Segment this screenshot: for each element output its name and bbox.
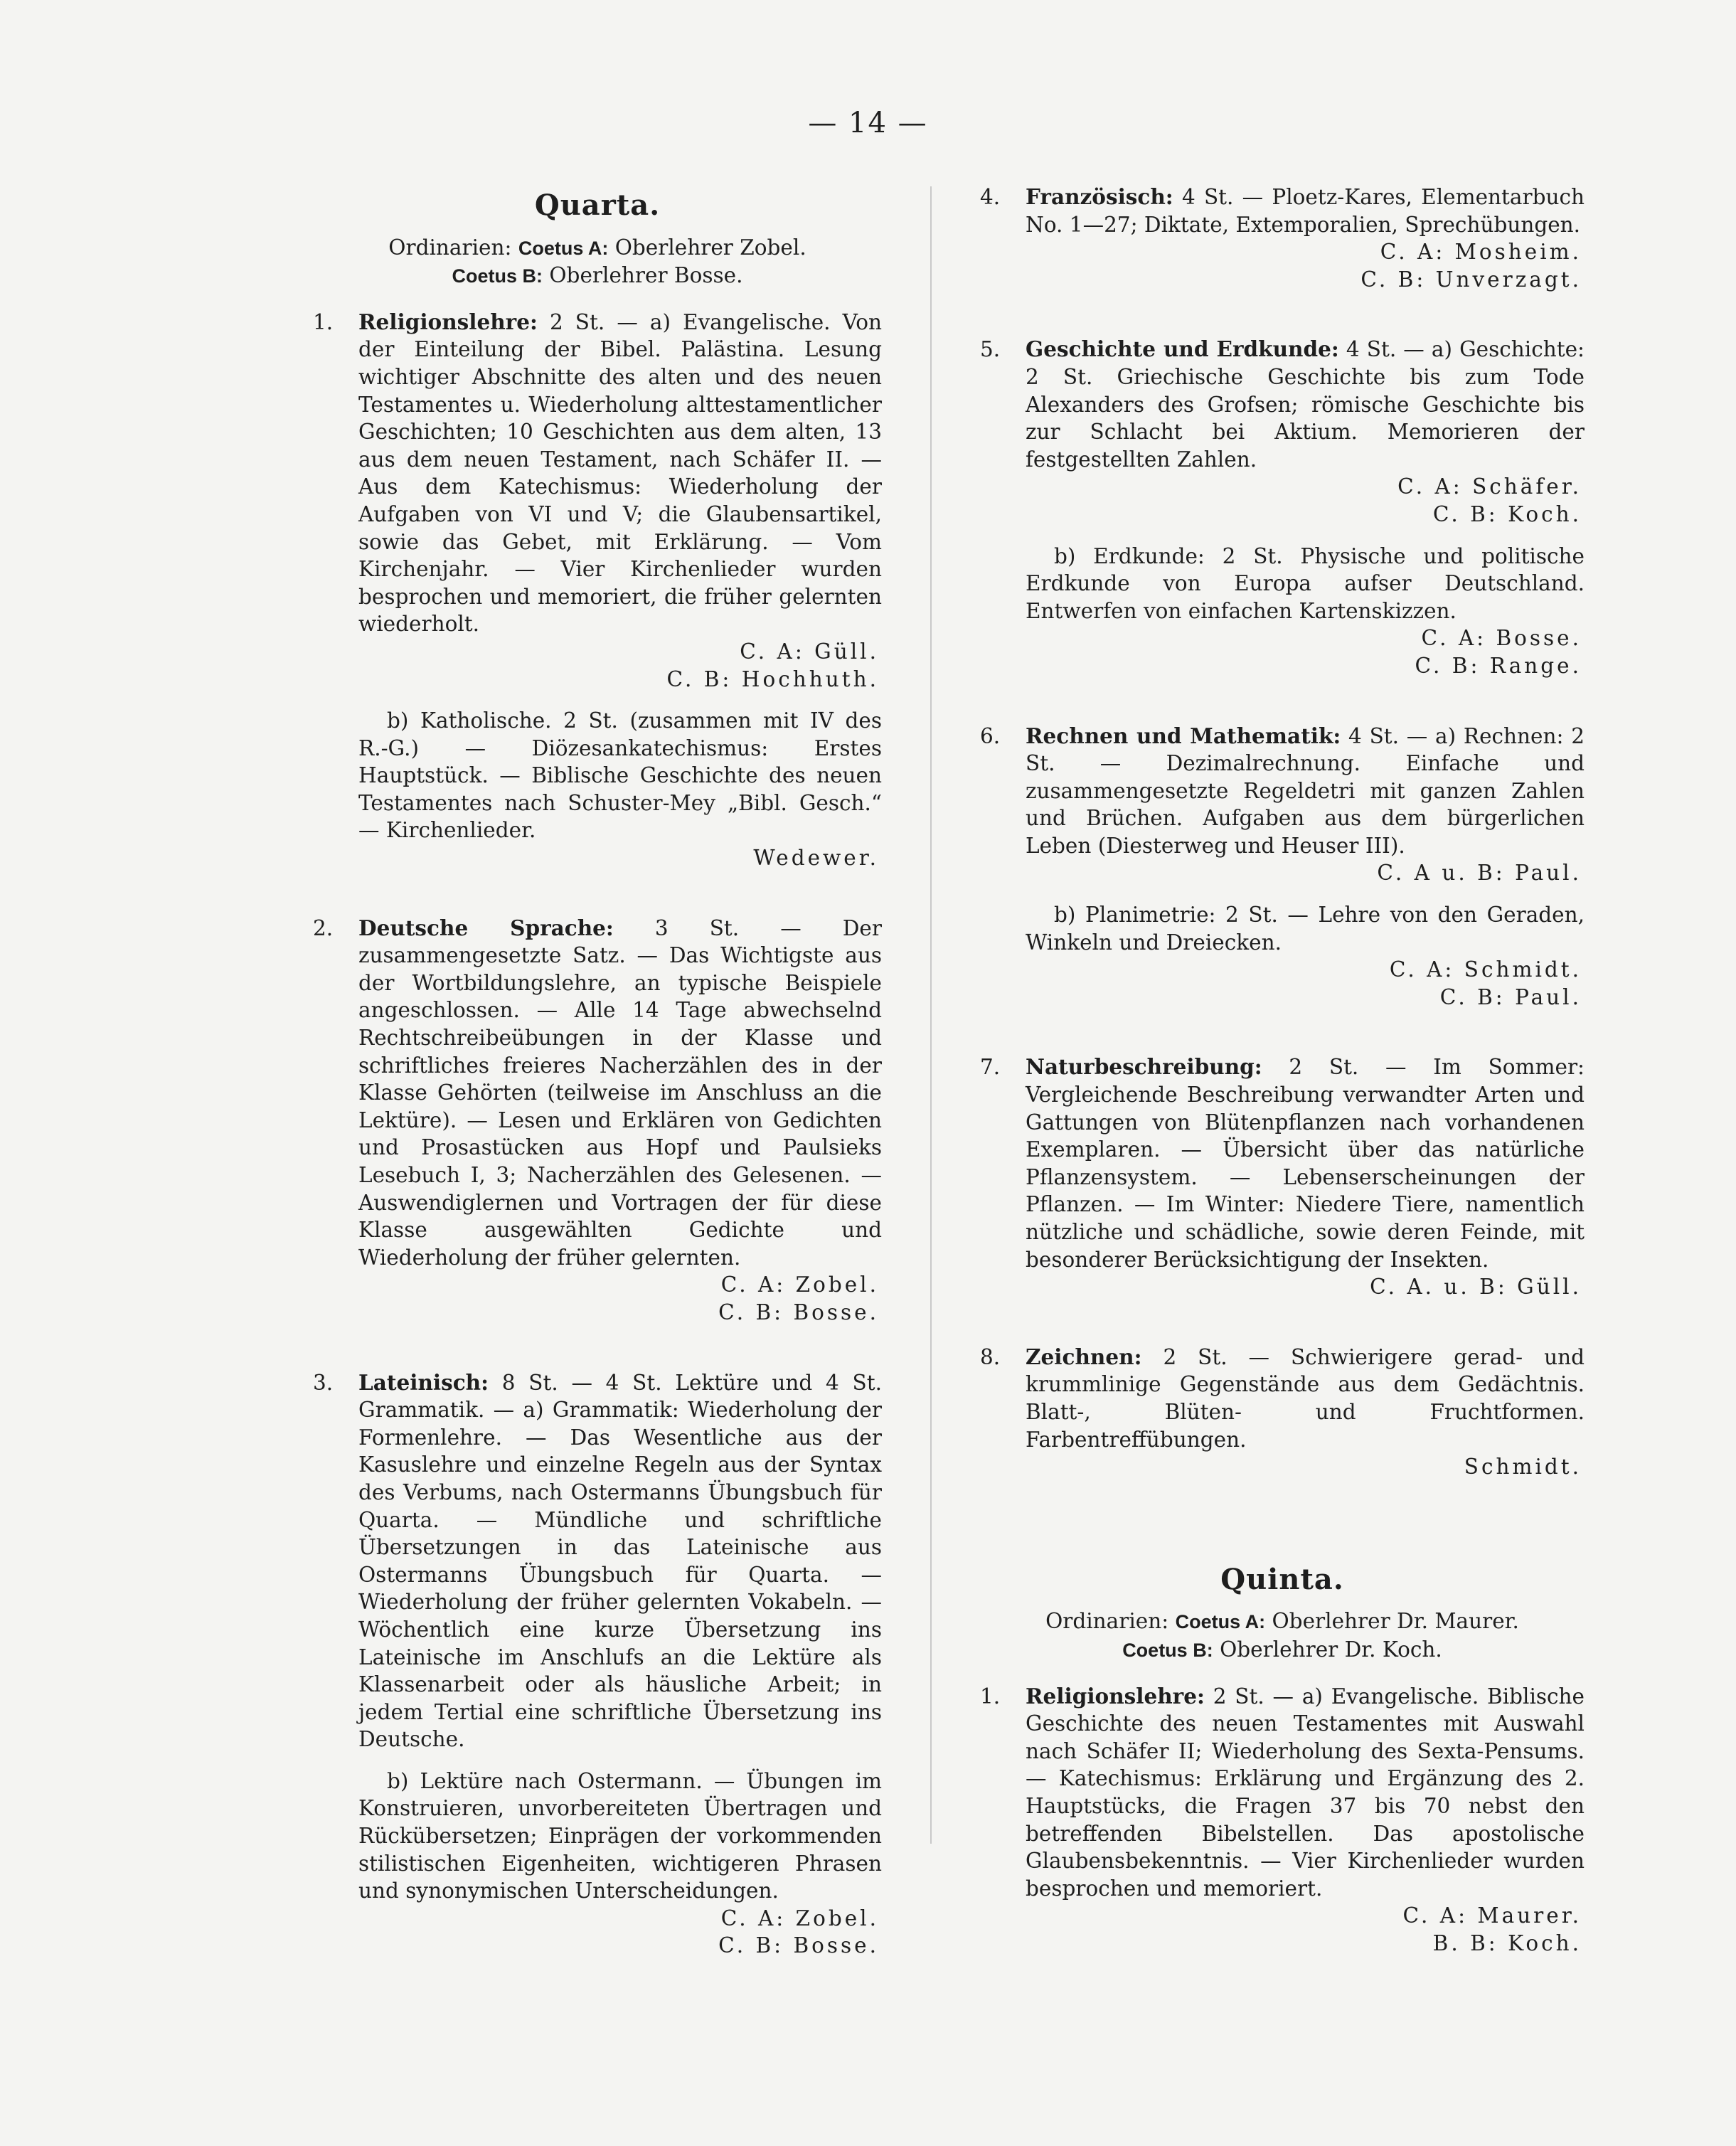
subsection-text: b) Planimetrie: 2 St. — Lehre von den Geraden, Winkeln und Dreiecken. — [1026, 903, 1585, 955]
teacher-b: C. B: Unverzagt. — [1360, 267, 1582, 292]
teacher-a: C. A: Zobel. — [720, 1906, 879, 1930]
subject-item — [980, 1683, 1585, 1903]
subject-text: 2 St. — Schwierigere gerad- und krummlinige Gegenstände aus dem Gedächtnis. Blatt-, Blüten- und Fruchtformen. Farbentreffübungen. — [1026, 1344, 1585, 1452]
teacher-a: C. A: Mosheim. — [1380, 240, 1582, 265]
subject-subsection — [1026, 543, 1585, 625]
subject-text: 2 St. — a) Evangelische. Biblische Geschichte des neuen Testamentes mit Auswahl nach Schäfer II; Wiederholung des Sexta-Pensums. — Katechismus: Erklärung und Ergänzung des 2. Hauptstücks, die Fragen 37 bis 70 nebst den betreffenden Bibelstellen. Das apostolische Glaubensbekenntnis. — Vier Kirchenlieder wurden besprochen und memoriert. — [1026, 1684, 1585, 1901]
teacher-a: C. A: Zobel. — [720, 1273, 879, 1297]
subsection-teacher: Wedewer. — [753, 846, 879, 871]
subject-item — [980, 1053, 1585, 1273]
ordinarien-block — [313, 234, 882, 290]
subject-name: Religionslehre: — [1026, 1683, 1205, 1709]
section-title-quinta: Quinta. — [1220, 1562, 1344, 1596]
item-number: 4. — [980, 185, 1001, 209]
subject-text: 2 St. — a) Evangelische. Von der Einteilung der Bibel. Palästina. Lesung wichtiger Abschnitte des alten und des neuen Testamentes u. Wiederholung alttestamentlicher Geschichten; 10 Geschichten aus dem alten, 13 aus dem neuen Testament, nach Schäfer II. — Aus dem Katechismus: Wiederholung der Aufgaben von VI und V; die Glaubensartikel, sowie das Gebet, mit Erklärung. — Vom Kirchenjahr. — Vier Kirchenlieder wurden besprochen und memoriert, die früher gelernten wiederholt. — [358, 309, 882, 637]
subject-text: 2 St. — Im Sommer: Vergleichende Beschreibung verwandter Arten und Gattungen von Blütenpflanzen nach vorhandenen Exemplaren. — Übersicht über das natürliche Pflanzensystem. — Lebenserscheinungen der Pflanzen. — Im Winter: Niedere Tiere, namentlich nützliche und schädliche, sowie deren Feinde, mit besonderer Berücksichtigung der Insekten. — [1026, 1055, 1585, 1272]
coetus-a-teacher: Oberlehrer Zobel. — [614, 235, 806, 260]
left-column — [313, 184, 882, 1960]
teacher-a: C. A: Maurer. — [1402, 1903, 1582, 1928]
subject-name: Zeichnen: — [1026, 1344, 1142, 1369]
subject-item — [313, 915, 882, 1272]
coetus-a-teacher: Oberlehrer Dr. Maurer. — [1272, 1609, 1519, 1634]
coetus-b-label: Coetus B: — [452, 265, 543, 287]
subject-item — [980, 723, 1585, 860]
subject-text: 4 St. — Ploetz-Kares, Elementarbuch No. 1—27; Diktate, Extemporalien, Sprechübungen. — [1026, 185, 1585, 237]
teacher-ab: C. A u. B: Paul. — [1377, 861, 1582, 886]
ordinarien-line-a — [313, 234, 882, 262]
subsection-teacher-a: C. A: Schmidt. — [1389, 957, 1582, 982]
item-number: 3. — [313, 1370, 334, 1395]
subject-subsection — [358, 707, 882, 844]
coetus-a-label: Coetus A: — [1175, 1611, 1266, 1633]
teacher: Schmidt. — [1464, 1455, 1582, 1480]
subject-item — [980, 184, 1585, 238]
subsection-teacher-a: C. A: Bosse. — [1421, 626, 1582, 651]
ordinarien-line-b — [313, 262, 882, 290]
subject-text: 8 St. — 4 St. Lektüre und 4 St. Grammatik. — a) Grammatik: Wiederholung der Formenlehre. — Das Wesentliche aus der Kasuslehre und einzelne Regeln aus der Syntax des Verbums, nach Ostermanns Übungsbuch für Quarta. — Mündliche und schriftliche Übersetzungen in das Lateinische aus Ostermanns Übungsbuch für Quarta. — Wiederholung der früher gelernten Vokabeln. — Wöchentlich eine kurze Übersetzung ins Lateinische im Anschlufs an die Lektüre als Klassenarbeit oder als häusliche Arbeit; in jedem Tertial eine schriftliche Übersetzung ins Deutsche. — [358, 1370, 882, 1752]
subsection-teacher-b: C. B: Paul. — [1439, 984, 1582, 1009]
ordinarien-label: Ordinarien: — [1045, 1609, 1169, 1634]
ordinarien-line-a — [980, 1608, 1585, 1636]
subject-text: 3 St. — Der zusammengesetzte Satz. — Das Wichtigste aus der Wortbildungslehre, an typische Beispiele angeschlossen. — Alle 14 Tage abwechselnd Rechtschreibeübungen in der Klasse und schriftliches freieres Nacherzählen des in der Klasse Gehörten (teilweise im Anschluss an die Lektüre). — Lesen und Erklären von Gedichten und Prosastücken aus Hopf und Paulsieks Lesebuch I, 3; Nacherzählen des Gelesenen. — Auswendiglernen und Vortragen der für diese Klasse ausgewählten Gedichte und Wiederholung der früher gelernten. — [358, 915, 882, 1270]
subject-name: Naturbeschreibung: — [1026, 1054, 1262, 1080]
item-number: 1. — [980, 1684, 1001, 1709]
subsection-teacher-b: C. B: Range. — [1415, 653, 1582, 678]
subject-name: Rechnen und Mathematik: — [1026, 723, 1341, 748]
subject-subsection — [1026, 901, 1585, 956]
subsection-text: b) Erdkunde: 2 St. Physische und politische Erdkunde von Europa aufser Deutschland. Entwerfen von einfachen Kartenskizzen. — [1026, 543, 1585, 623]
subsection-text: b) Lektüre nach Ostermann. — Übungen im Konstruieren, unvorbereiteten Übertragen und Rückübersetzen; Einprägen der vorkommenden stilistischen Eigenheiten, wichtigeren Phrasen und synonymischen Unterscheidungen. — [358, 1768, 882, 1903]
item-number: 6. — [980, 723, 1001, 748]
ordinarien-line-b — [980, 1636, 1585, 1664]
teacher-b: C. B: Bosse. — [718, 1933, 879, 1958]
item-number: 1. — [313, 309, 334, 334]
coetus-b-teacher: Oberlehrer Dr. Koch. — [1220, 1637, 1442, 1662]
teacher-a: C. A: Güll. — [740, 639, 879, 664]
subject-name: Lateinisch: — [358, 1369, 489, 1395]
section-title-quarta: Quarta. — [534, 188, 661, 222]
item-number: 5. — [980, 337, 1001, 362]
page-number: — 14 — — [808, 107, 928, 139]
item-number: 8. — [980, 1344, 1001, 1369]
coetus-b-teacher: Oberlehrer Bosse. — [549, 263, 743, 288]
subject-item — [313, 1369, 882, 1753]
teacher-b: C. B: Bosse. — [718, 1300, 879, 1324]
item-number: 7. — [980, 1055, 1001, 1080]
subject-item — [980, 1344, 1585, 1453]
subject-item — [980, 336, 1585, 473]
teacher-a: C. A: Schäfer. — [1397, 474, 1582, 499]
item-number: 2. — [313, 915, 334, 940]
subject-text: 4 St. — a) Rechnen: 2 St. — Dezimalrechnung. Einfache und zusammengesetzte Regeldetri mit ganzen Zahlen und Brüchen. Aufgaben aus dem bürgerlichen Leben (Diesterweg und Heuser III). — [1026, 723, 1585, 858]
coetus-b-label: Coetus B: — [1122, 1639, 1213, 1661]
right-column — [980, 184, 1585, 1957]
teacher-ab: C. A. u. B: Güll. — [1370, 1275, 1582, 1300]
column-divider — [930, 186, 932, 1844]
subsection-text: b) Katholische. 2 St. (zusammen mit IV des R.-G.) — Diözesankatechismus: Erstes Hauptstück. — Biblische Geschichte des neuen Testamentes nach Schuster-Mey „Bibl. Gesch.“ — Kirchenlieder. — [358, 708, 882, 843]
teacher-b: B. B: Koch. — [1432, 1930, 1582, 1955]
subject-name: Französisch: — [1026, 184, 1173, 209]
coetus-a-label: Coetus A: — [518, 237, 609, 259]
subject-name: Deutsche Sprache: — [358, 915, 614, 940]
ordinarien-label: Ordinarien: — [388, 235, 512, 260]
subject-item — [313, 309, 882, 638]
subject-name: Geschichte und Erdkunde: — [1026, 336, 1339, 362]
subject-subsection — [358, 1768, 882, 1905]
subject-name: Religionslehre: — [358, 309, 538, 334]
teacher-b: C. B: Koch. — [1432, 501, 1582, 526]
subject-text: 4 St. — a) Geschichte: 2 St. Griechische Geschichte bis zum Tode Alexanders des Grofsen; römische Geschichte bis zur Schlacht bei Aktium. Memorieren der festgestellten Zahlen. — [1026, 337, 1585, 472]
ordinarien-block — [980, 1608, 1585, 1664]
teacher-b: C. B: Hochhuth. — [666, 666, 879, 691]
